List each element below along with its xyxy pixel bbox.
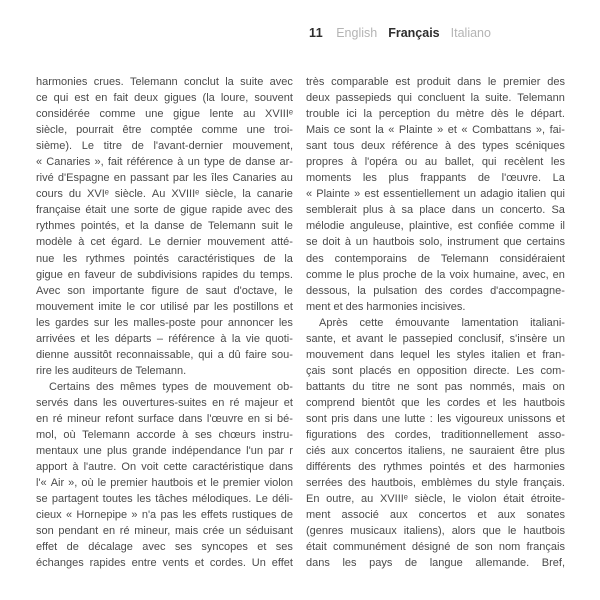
text-line: deux passepieds qui concluent la suite. Telemann xyxy=(306,92,565,105)
language-tab-english: English xyxy=(336,26,378,40)
text-line: nue les rythmes pointés caractéristiques de la xyxy=(36,252,293,265)
text-line: Avec son importante figure de saut d'octave, le xyxy=(36,284,293,297)
text-line: échanges rapides entre vents et cordes. Un effet xyxy=(36,557,293,570)
text-line: dans les pays de langue allemande. Bref, xyxy=(306,557,565,570)
text-line: semblerait plus à sa place dans un concerto. Sa xyxy=(306,204,565,217)
text-line: mentaux une plus grande indépendance l'un par r xyxy=(36,445,293,458)
text-line: dessous, la pulsation des cordes d'accompagne- xyxy=(306,284,565,297)
text-line: était communément désigné de son nom français xyxy=(306,541,565,554)
text-line: sième). Le titre de l'avant-dernier mouvement, xyxy=(36,140,293,153)
text-line: servés dans les ouvertures-suites en ré majeur et xyxy=(36,396,293,409)
text-line: figurations des cordes, traditionnellement asso- xyxy=(306,429,565,442)
text-line: En outre, au XVIIIᵉ siècle, le violon était étroite- xyxy=(306,493,565,506)
text-line: son pendant en ré mineur, mais crée un séduisant xyxy=(36,525,293,538)
text-line: mouvement dans lequel les styles italien et fran- xyxy=(306,348,565,361)
text-line: propres à l'opéra ou au ballet, qui recèlent les xyxy=(306,156,565,169)
text-line: mélodie anguleuse, plaintive, est confiée comme il xyxy=(306,220,565,233)
text-line: très comparable est produit dans le premier des xyxy=(306,76,565,88)
text-line: (genres musicaux italiens), alors que le hautbois xyxy=(306,525,565,538)
text-column-right xyxy=(306,74,565,571)
text-line: serrées des hautbois, emblèmes du style français. xyxy=(306,477,565,490)
text-line: Mais ce sont la « Plainte » et « Combattans », fai- xyxy=(306,124,565,137)
text-line: trouble ici la perception du mètre dès le départ. xyxy=(306,108,565,121)
text-line: sante, et avant le passepied conclusif, s'insère un xyxy=(306,332,565,345)
text-line: gigue en faveur de subdivisions rapides du temps. xyxy=(36,268,293,281)
text-line: rythmes pointés, et la danse de Telemann suit le xyxy=(36,220,293,233)
language-tabs xyxy=(336,26,491,40)
text-line: effet de décalage avec ses syncopes et ses xyxy=(36,541,293,554)
text-line: battants du titre ne sont pas nommés, mais on xyxy=(306,380,565,393)
text-line: l'« Air », où le premier hautbois et le premier violon xyxy=(36,477,293,490)
text-line: des contemporains de Telemann considéraient xyxy=(306,252,565,265)
text-line: considérée comme une gigue lente au XVIIIᵉ xyxy=(36,108,293,121)
text-line: dienne aussitôt reconnaissable, qui a dû faire sou- xyxy=(36,348,293,361)
text-line: siècle, pourrait être comptée comme une troi- xyxy=(36,124,293,137)
text-line: en ré mineur refont surface dans l'œuvre en si bé- xyxy=(36,412,293,425)
text-line: comprend bientôt que les cordes et les hautbois xyxy=(306,396,565,409)
text-line: se partagent toutes les tâches mélodiques. Le déli- xyxy=(36,493,293,506)
language-tab-italiano: Italiano xyxy=(450,26,491,40)
text-line: sont pris dans une lutte : les vigoureux unissons et xyxy=(306,412,565,425)
text-line: se doit à un hautbois solo, instrument que certains xyxy=(306,236,565,249)
text-line: les gardes sur les malles-poste pour annoncer les xyxy=(36,316,293,329)
text-line: ment et des harmonies incisives. xyxy=(306,300,466,313)
text-line: ment associé aux concertos et aux sonates xyxy=(306,509,565,522)
text-line: rire les auditeurs de Telemann. xyxy=(36,364,187,377)
text-column-left xyxy=(36,74,293,571)
text-line: différents des rythmes pointés et des harmonies xyxy=(306,461,565,474)
text-line: modèle à cet égard. Le dernier mouvement atté- xyxy=(36,236,293,249)
text-line: ce qui est en fait deux gigues (la loure, souvent xyxy=(36,92,293,105)
text-line: sant tous deux référence à des types scéniques xyxy=(306,140,565,153)
text-line: Certains des mêmes types de mouvement ob- xyxy=(49,380,293,393)
text-line: française était une sorte de gigue rapide avec des xyxy=(36,204,293,217)
text-line: mouvement imite le cor utilisé par les postillons et xyxy=(36,300,293,313)
text-line: arrivées et les départs – référence à la vie quoti- xyxy=(36,332,293,345)
text-line: « Canaries », fait référence à un type de danse ar- xyxy=(36,156,293,169)
text-line: apport à l'autre. On voit cette caractéristique dans xyxy=(36,461,293,474)
text-line: ciés aux concertos italiens, ne sauraient être plus xyxy=(306,445,565,458)
text-line: mol, où Telemann accorde à ses chœurs instru- xyxy=(36,429,293,442)
page-number: 11 xyxy=(309,26,324,40)
text-line: rivé d'Espagne en passant par les îles Canaries au xyxy=(36,172,293,185)
text-line: harmonies crues. Telemann conclut la suite avec xyxy=(36,76,293,88)
text-line: comme le plus proche de la voix humaine, avec, en xyxy=(306,268,565,281)
language-tab-français: Français xyxy=(388,26,440,40)
text-line: Après cette émouvante lamentation italiani- xyxy=(319,316,565,329)
text-line: cieux « Hornepipe » n'a pas les effets rustiques de xyxy=(36,509,293,522)
text-line: çais sont placés en opposition directe. Les com- xyxy=(306,364,565,377)
text-line: « Plainte » est essentiellement un adagio italien qui xyxy=(306,188,565,201)
page-header xyxy=(309,26,491,40)
text-line: moments les plus frappants de l'œuvre. La xyxy=(306,172,565,185)
text-line: cours du XVIᵉ siècle. Au XVIIIᵉ siècle, la canarie xyxy=(36,188,293,201)
